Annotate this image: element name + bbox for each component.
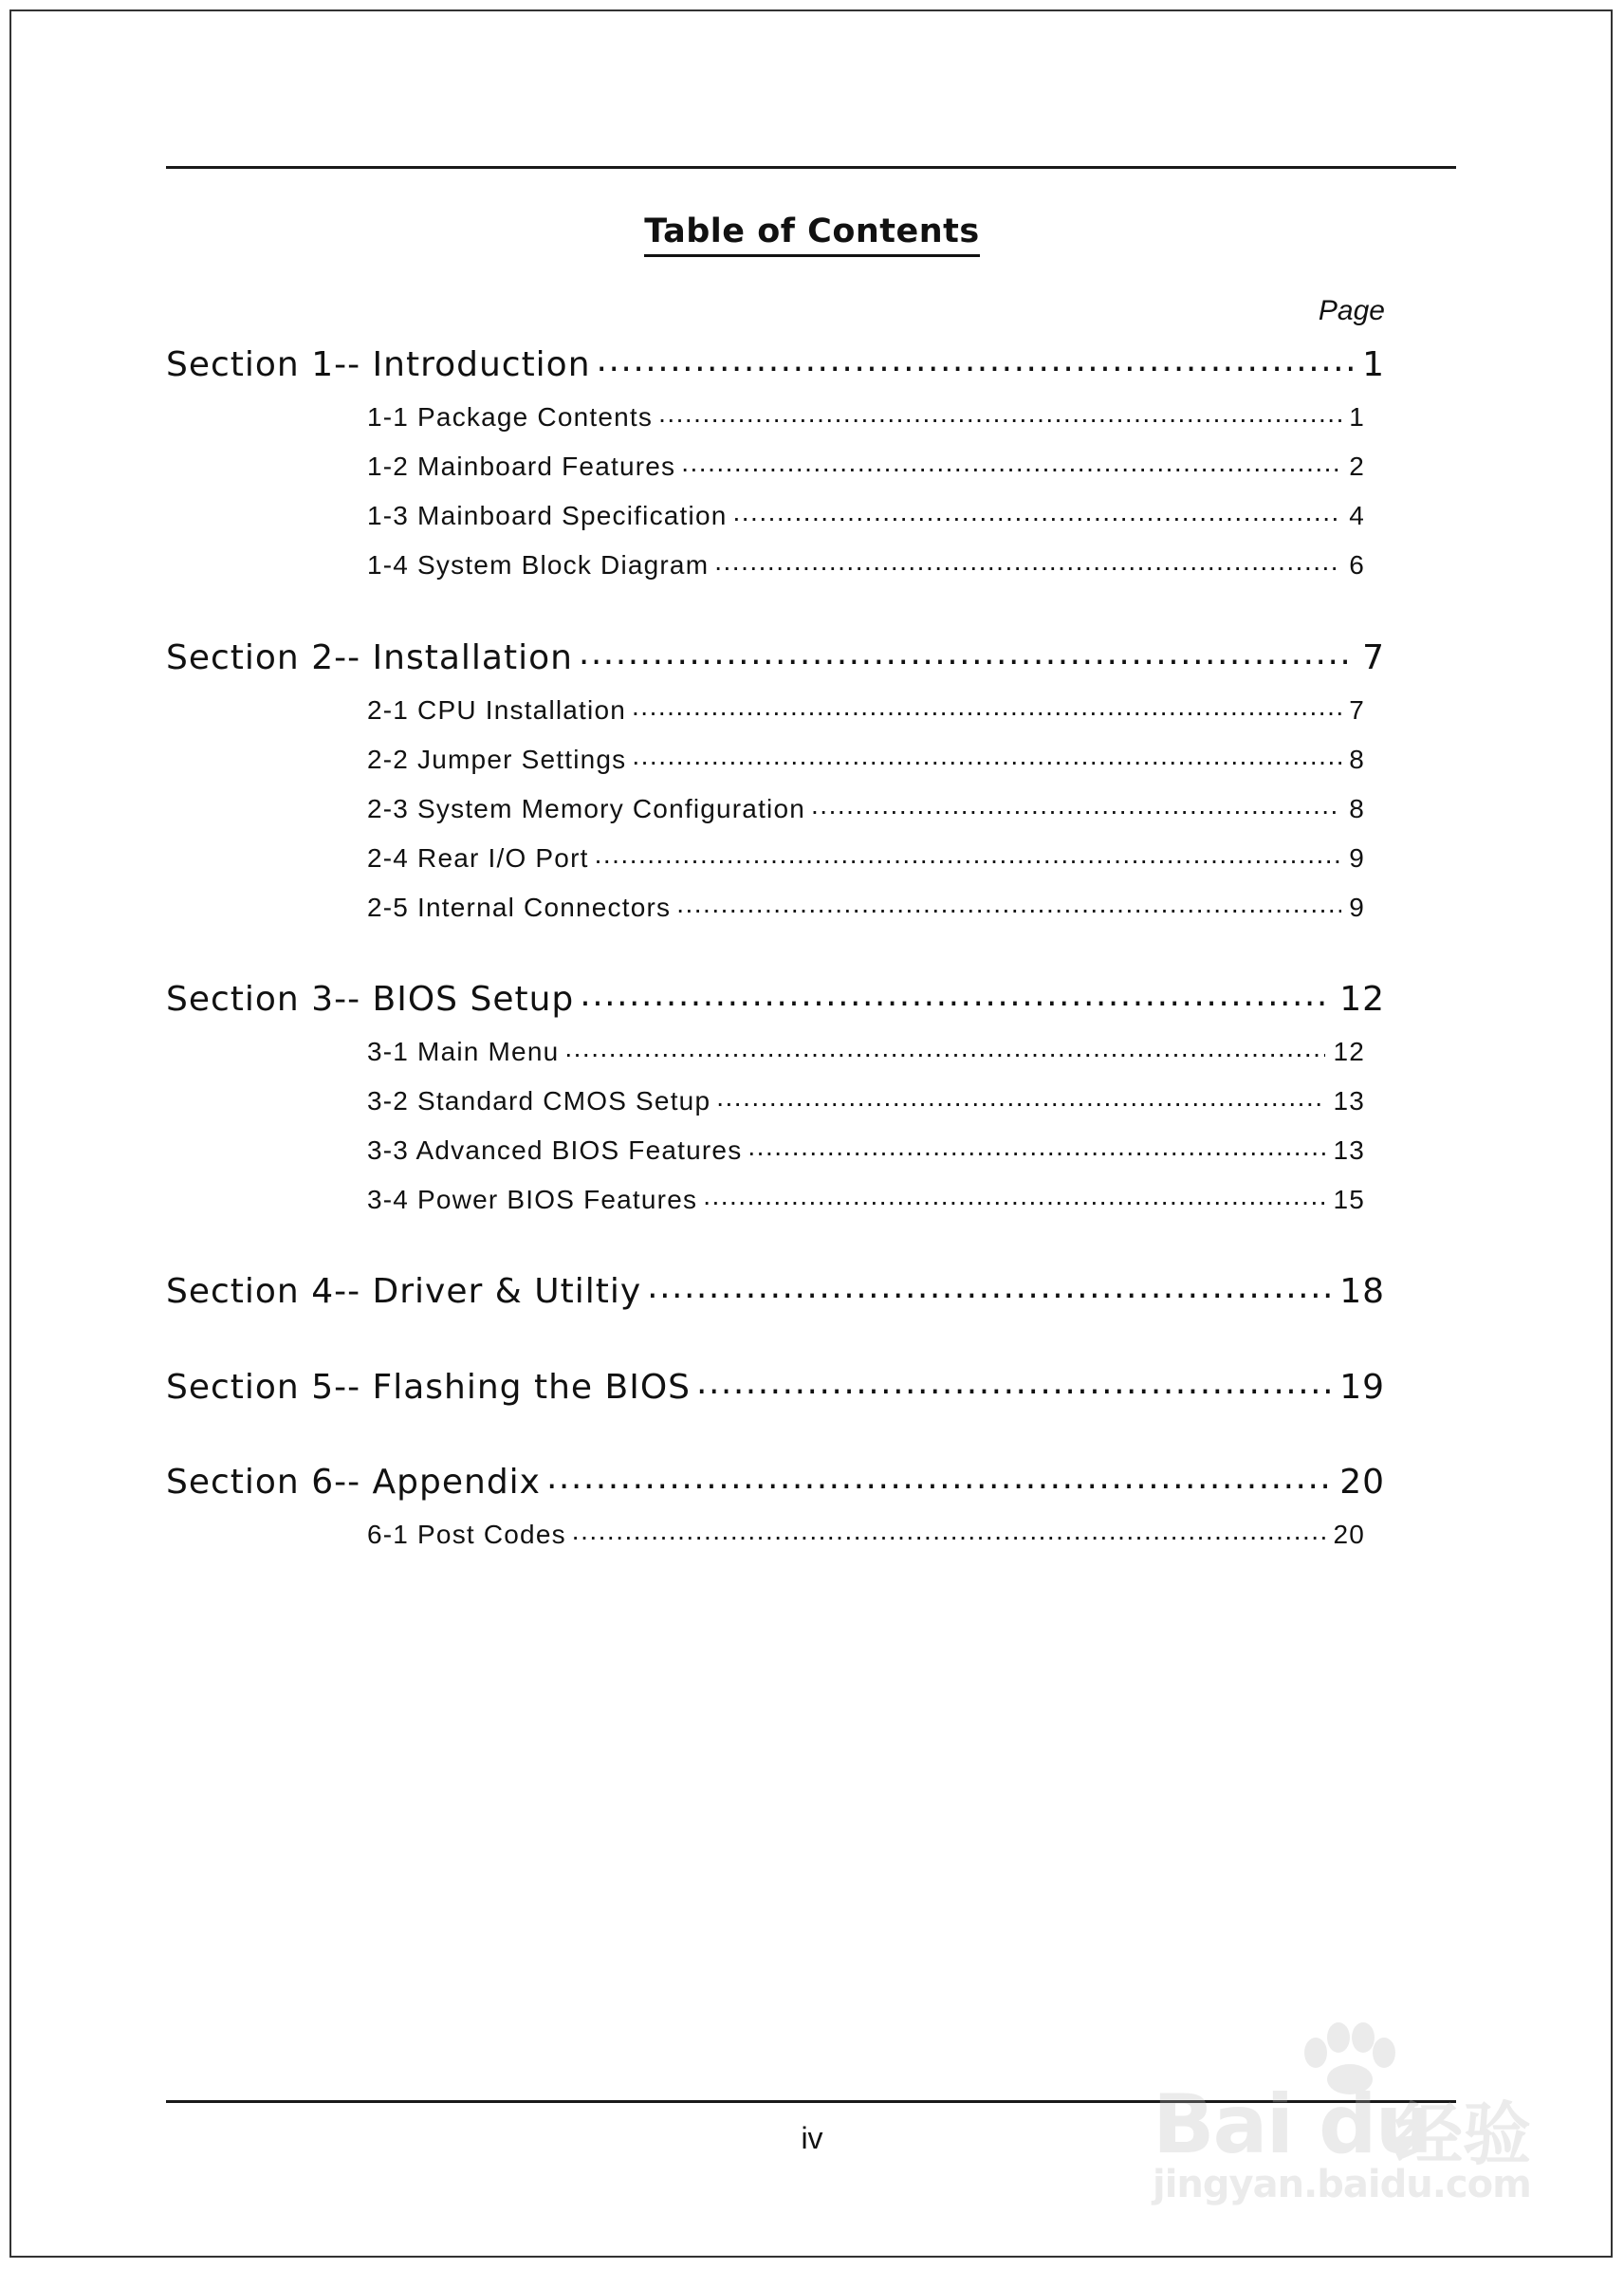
toc-item-6-1[interactable]: [367, 1517, 1365, 1550]
toc-section-label: Section 1-- Introduction: [166, 345, 591, 384]
toc-item-1-4[interactable]: [367, 547, 1365, 581]
toc-item-page: 8: [1349, 745, 1365, 774]
toc-item-page: 6: [1349, 550, 1365, 580]
toc-section-5[interactable]: [166, 1364, 1385, 1407]
toc-item-page: 13: [1333, 1135, 1365, 1165]
toc-item-page: 20: [1333, 1520, 1365, 1549]
toc-section-1[interactable]: [166, 341, 1385, 384]
toc-item-page: 9: [1349, 843, 1365, 873]
page-column-label: Page: [1318, 295, 1385, 326]
toc-item-3-1[interactable]: [367, 1034, 1365, 1067]
toc-item-label: 1-4 System Block Diagram: [367, 550, 710, 580]
toc-section-label: Section 6-- Appendix: [166, 1463, 541, 1502]
toc-item-1-2[interactable]: [367, 449, 1365, 482]
toc-section-page: 12: [1339, 980, 1385, 1019]
toc-section-label: Section 3-- BIOS Setup: [166, 980, 575, 1019]
toc-item-label: 3-2 Standard CMOS Setup: [367, 1086, 711, 1116]
toc-section-label: Section 4-- Driver & Utiltiy: [166, 1272, 642, 1311]
dot-leader: [597, 341, 1356, 376]
dot-leader: [681, 449, 1341, 475]
toc-item-3-4[interactable]: [367, 1182, 1365, 1215]
toc-section-page: 7: [1362, 638, 1385, 677]
dot-leader: [696, 1364, 1332, 1398]
baidu-jingyan-watermark: [1153, 2020, 1532, 2210]
watermark-url: jingyan.baidu.com: [1153, 2163, 1531, 2206]
dot-leader: [747, 1133, 1325, 1159]
dot-leader: [647, 1268, 1332, 1302]
dot-leader: [703, 1182, 1325, 1208]
toc-section-6[interactable]: [166, 1459, 1385, 1502]
toc-section-label: Section 5-- Flashing the BIOS: [166, 1368, 692, 1407]
toc-item-page: 2: [1349, 452, 1365, 481]
footer-page-number: iv: [801, 2121, 823, 2155]
watermark-brand: Bai du: [1153, 2077, 1431, 2172]
page-title: Table of Contents: [0, 212, 1624, 250]
toc-item-page: 8: [1349, 794, 1365, 823]
dot-leader: [714, 547, 1341, 574]
toc-item-3-2[interactable]: [367, 1083, 1365, 1116]
toc-item-2-2[interactable]: [367, 742, 1365, 775]
toc-section-3[interactable]: [166, 976, 1385, 1019]
dot-leader: [579, 635, 1355, 669]
toc-item-label: 1-3 Mainboard Specification: [367, 501, 728, 530]
toc-item-label: 1-1 Package Contents: [367, 402, 654, 432]
toc-section-4[interactable]: [166, 1268, 1385, 1311]
toc-item-label: 1-2 Mainboard Features: [367, 452, 676, 481]
toc-item-page: 15: [1333, 1185, 1365, 1214]
dot-leader: [632, 692, 1341, 719]
toc-item-2-1[interactable]: [367, 692, 1365, 726]
toc-item-label: 2-5 Internal Connectors: [367, 893, 672, 922]
dot-leader: [716, 1083, 1325, 1110]
toc-item-1-1[interactable]: [367, 399, 1365, 433]
dot-leader: [733, 498, 1342, 525]
toc-item-page: 4: [1349, 501, 1365, 530]
toc-item-label: 2-1 CPU Installation: [367, 695, 627, 725]
dot-leader: [676, 890, 1341, 916]
dot-leader: [564, 1034, 1325, 1061]
dot-leader: [580, 976, 1332, 1010]
toc-section-2[interactable]: [166, 635, 1385, 677]
toc-item-3-3[interactable]: [367, 1133, 1365, 1166]
toc-item-page: 9: [1349, 893, 1365, 922]
toc-item-2-3[interactable]: [367, 791, 1365, 824]
toc-section-page: 19: [1339, 1368, 1385, 1407]
toc-item-page: 7: [1349, 695, 1365, 725]
toc-item-label: 2-4 Rear I/O Port: [367, 843, 589, 873]
toc-item-label: 3-3 Advanced BIOS Features: [367, 1135, 743, 1165]
toc-item-label: 2-3 System Memory Configuration: [367, 794, 806, 823]
dot-leader: [658, 399, 1341, 426]
toc-item-page: 1: [1349, 402, 1365, 432]
watermark-brand-cn: 经验: [1394, 2097, 1532, 2173]
toc-item-1-3[interactable]: [367, 498, 1365, 531]
toc-section-page: 18: [1339, 1272, 1385, 1311]
toc-item-page: 13: [1333, 1086, 1365, 1116]
dot-leader: [632, 742, 1341, 768]
toc-section-page: 20: [1339, 1463, 1385, 1502]
toc-item-2-5[interactable]: [367, 890, 1365, 923]
toc-item-label: 3-4 Power BIOS Features: [367, 1185, 698, 1214]
dot-leader: [595, 840, 1342, 867]
dot-leader: [572, 1517, 1326, 1543]
toc-section-label: Section 2-- Installation: [166, 638, 573, 677]
toc-item-label: 6-1 Post Codes: [367, 1520, 566, 1549]
toc-item-label: 3-1 Main Menu: [367, 1037, 560, 1066]
toc-item-page: 12: [1333, 1037, 1365, 1066]
dot-leader: [811, 791, 1341, 818]
toc-item-2-4[interactable]: [367, 840, 1365, 874]
toc-section-page: 1: [1362, 345, 1385, 384]
dot-leader: [546, 1459, 1332, 1493]
header-rule: [166, 166, 1456, 169]
toc-item-label: 2-2 Jumper Settings: [367, 745, 627, 774]
